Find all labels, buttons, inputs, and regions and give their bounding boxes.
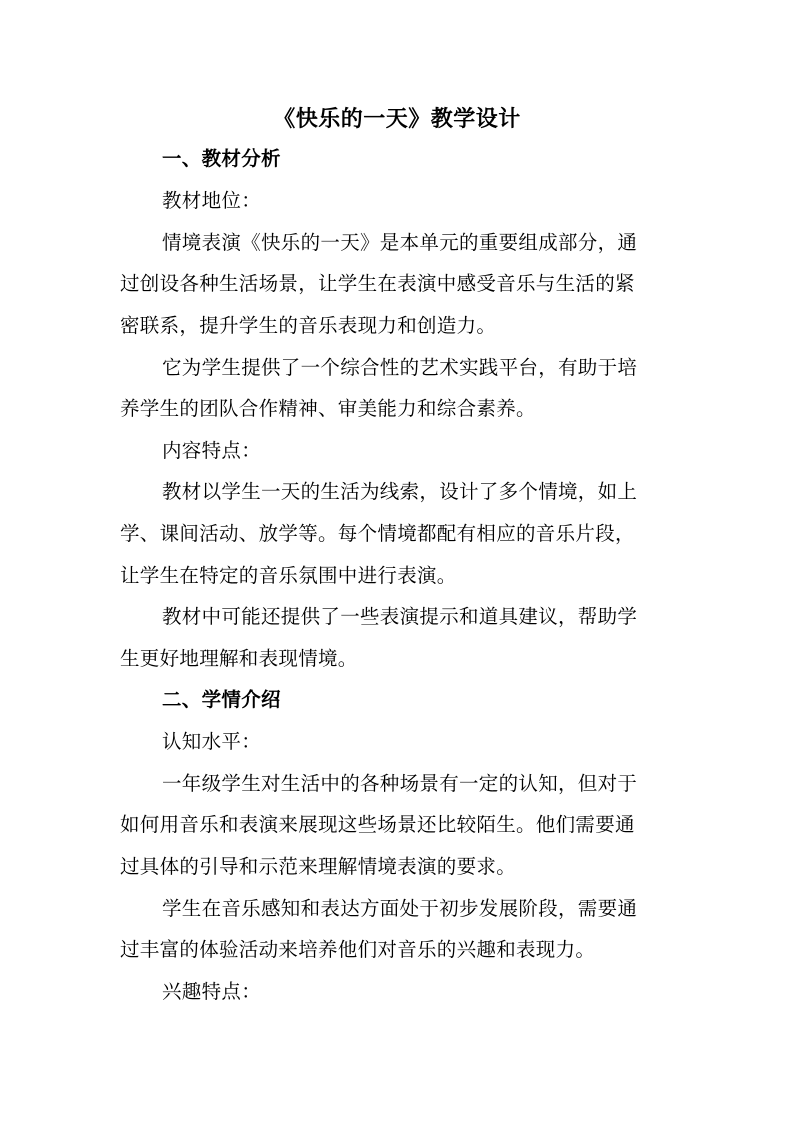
paragraph-line: 教材中可能还提供了一些表演提示和道具建议，帮助学 xyxy=(162,605,638,628)
paragraph-line: 密联系，提升学生的音乐表现力和创造力。 xyxy=(120,314,497,337)
paragraph-label: 兴趣特点： xyxy=(162,980,262,1003)
paragraph-line: 学、课间活动、放学等。每个情境都配有相应的音乐片段， xyxy=(120,522,635,545)
paragraph-line: 一年级学生对生活中的各种场景有一定的认知，但对于 xyxy=(162,772,638,795)
section-heading-2: 二、学情介绍 xyxy=(162,688,281,711)
paragraph-line: 过具体的引导和示范来理解情境表演的要求。 xyxy=(120,855,517,878)
paragraph-line: 养学生的团队合作精神、审美能力和综合素养。 xyxy=(120,397,536,420)
paragraph-label: 教材地位： xyxy=(162,189,262,212)
paragraph-line: 生更好地理解和表现情境。 xyxy=(120,647,358,670)
paragraph-line: 教材以学生一天的生活为线索，设计了多个情境，如上 xyxy=(162,480,638,503)
paragraph-line: 让学生在特定的音乐氛围中进行表演。 xyxy=(120,564,457,587)
paragraph-line: 过创设各种生活场景，让学生在表演中感受音乐与生活的紧 xyxy=(120,272,635,295)
section-heading-1: 一、教材分析 xyxy=(162,147,281,170)
paragraph-line: 学生在音乐感知和表达方面处于初步发展阶段，需要通 xyxy=(162,897,638,920)
paragraph-line: 它为学生提供了一个综合性的艺术实践平台，有助于培 xyxy=(162,356,638,379)
paragraph-line: 情境表演《快乐的一天》是本单元的重要组成部分，通 xyxy=(162,231,638,254)
paragraph-line: 过丰富的体验活动来培养他们对音乐的兴趣和表现力。 xyxy=(120,938,596,961)
paragraph-label: 认知水平： xyxy=(162,730,262,753)
paragraph-line: 如何用音乐和表演来展现这些场景还比较陌生。他们需要通 xyxy=(120,813,635,836)
paragraph-label: 内容特点： xyxy=(162,439,262,462)
document-title: 《快乐的一天》教学设计 xyxy=(273,106,521,132)
